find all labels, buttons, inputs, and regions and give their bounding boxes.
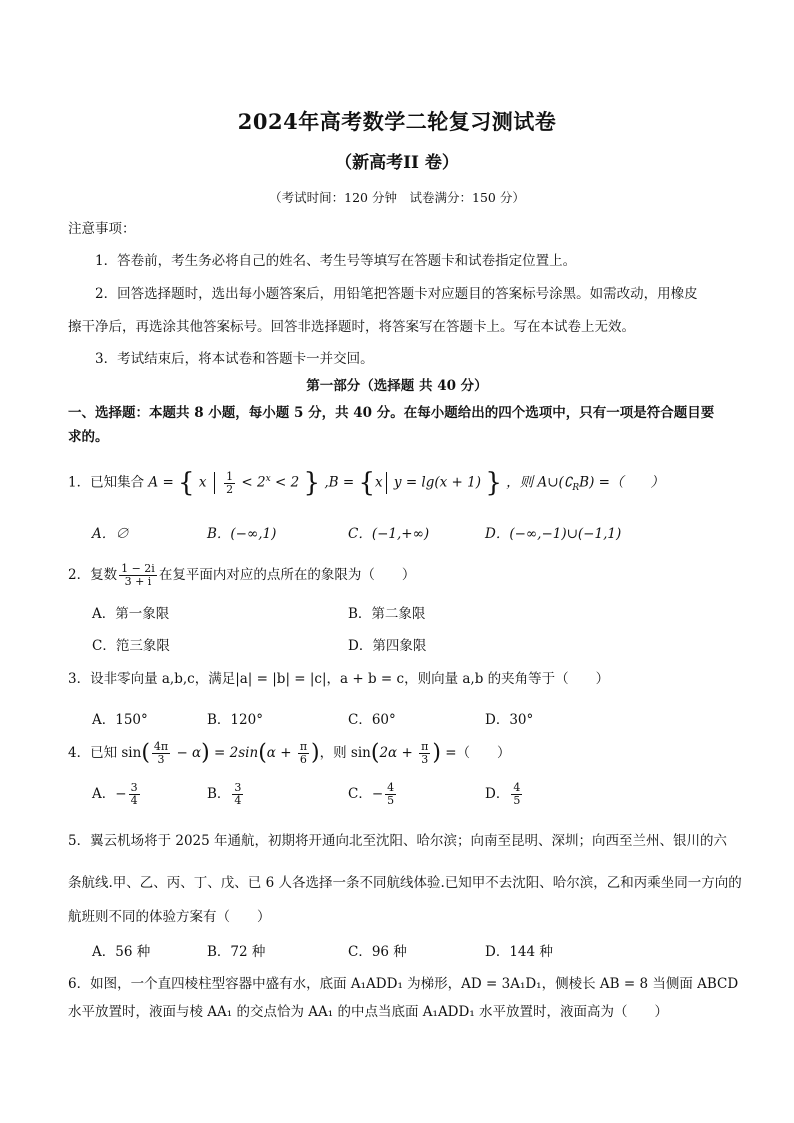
note-1: 1．答卷前，考生务必将自己的姓名、考生号等填写在答题卡和试卷指定位置上。 [95,253,577,269]
q1-set-a: A [148,474,159,491]
question-6-line-2: 水平放置时，液面与棱 AA₁ 的交点恰为 AA₁ 的中点当底面 A₁ADD₁ 水平放置时，液面高为（ ） [68,1004,669,1020]
q4-option-b[interactable]: B． $\frac{3}{4}$ [207,781,242,807]
q1-option-b[interactable]: B．(−∞,1) [207,526,277,542]
q2-fraction: $\frac{1 - 2i}{3 + i}$ [121,562,155,588]
q4-option-d[interactable]: D． $\frac{4}{5}$ [485,781,521,807]
question-2: 2．复数 $\frac{1 - 2i}{3 + i}$ 在复平面内对应的点所在的象限为（ ） [68,562,416,588]
q3-option-c[interactable]: C．60° [348,712,396,728]
question-6-line-1: 6．如图，一个直四棱柱型容器中盛有水，底面 A₁ADD₁ 为梯形，AD = 3A₁D₁，侧棱长 AB = 8 当侧面 ABCD [68,976,739,992]
q5-option-d[interactable]: D．144 种 [485,944,553,960]
question-5-line-3: 航班则不同的体验方案有（ ） [68,909,271,925]
q1-option-a[interactable]: A．∅ [92,526,129,542]
exam-meta: （考试时间：120 分钟 试卷满分：150 分） [269,190,525,205]
note-2-line-1: 2．回答选择题时，选出每小题答案后，用铅笔把答题卡对应题目的答案标号涂黑。如需改动，用橡皮 [95,286,698,302]
q2-option-c[interactable]: C．笵三象限 [92,638,170,654]
q1-option-d[interactable]: D．(−∞,−1)∪(−1,1) [485,526,622,542]
section-instructions-line-2: 求的。 [68,429,109,445]
q1-ask: ，则 A∪(∁ [506,474,573,491]
q4-option-a[interactable]: A．− $\frac{3}{4}$ [92,781,138,807]
notes-heading: 注意事项： [68,221,136,237]
q1-set-b-def: y = lg(x + 1) [393,474,482,491]
q1-option-c[interactable]: C．(−1,+∞) [348,526,430,542]
q1-half: $\frac{1}{2}$ [226,469,234,496]
q4-option-c[interactable]: C．− $\frac{4}{5}$ [348,781,395,807]
q3-option-a[interactable]: A．150° [92,712,148,728]
section-instructions-line-1: 一、选择题：本题共 8 小题，每小题 5 分，共 40 分。在每小题给出的四个选项中，只有一项是符合题目要 [68,405,715,421]
note-2-line-2: 擦干净后，再选涂其他答案标号。回答非选择题时，将答案写在答题卡上。写在本试卷上无效。 [68,319,635,335]
question-5-line-1: 5．翼云机场将于 2025 年通航，初期将开通向北至沈阳、哈尔滨；向南至昆明、深圳；向西至兰州、银川的六 [68,833,728,849]
q1-prefix: 1．已知集合 [68,474,145,491]
q1-set-b: ,B [324,474,339,491]
question-4: 4．已知 sin( $\frac{4\pi}{3}$ − α) = 2sin(α + $\frac{\pi}{6}$ )，则 sin(2α + $\frac{\pi}{3}$ ) =（ ） [68,740,511,766]
question-5-line-2: 条航线.甲、乙、丙、丁、戊、已 6 人各选择一条不同航线体验.已知甲不去沈阳、哈尔滨，乙和丙乘坐同一方向的 [68,875,742,891]
q2-option-d[interactable]: D．第四象限 [348,638,427,654]
q3-option-d[interactable]: D．30° [485,712,534,728]
q5-option-c[interactable]: C．96 种 [348,944,407,960]
exam-title: 2024年高考数学二轮复习测试卷 [237,109,557,134]
q2-option-a[interactable]: A．第一象限 [92,606,170,622]
section-title: 第一部分（选择题 共 40 分） [306,378,488,394]
question-1: 1．已知集合 A = { x $\frac{1}{2}$ < $2^x < 2$ } ,B = {x y = lg(x + 1) } ，则 $A\cup(∁_RB)$ =（ ） [68,468,664,498]
q5-option-a[interactable]: A．56 种 [92,944,151,960]
note-3: 3．考试结束后，将本试卷和答题卡一并交回。 [95,351,374,367]
question-3: 3．设非零向量 a,b,c，满足|a| = |b| = |c|，a + b = c，则向量 a,b 的夹角等于（ ） [68,671,610,687]
q3-option-b[interactable]: B．120° [207,712,263,728]
q2-option-b[interactable]: B．第二象限 [348,606,426,622]
exam-subtitle: （新高考II 卷） [335,153,459,173]
q5-option-b[interactable]: B．72 种 [207,944,266,960]
q1-var-x: x [198,474,207,491]
